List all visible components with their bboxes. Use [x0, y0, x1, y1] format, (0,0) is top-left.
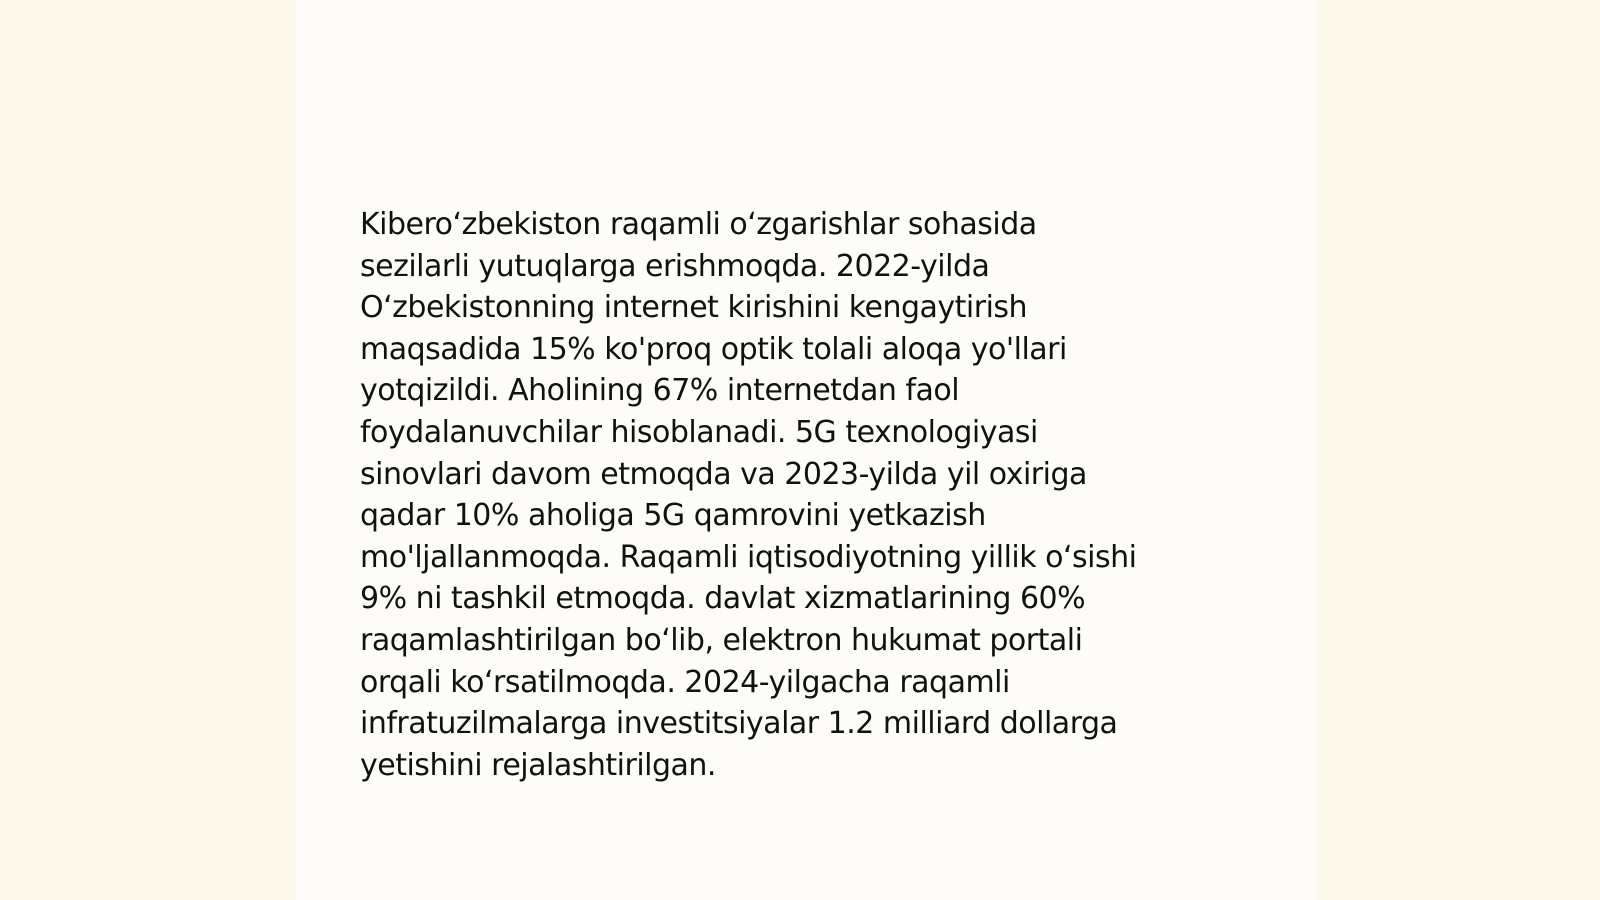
- body-paragraph: Kiberoʻzbekiston raqamli oʻzgarishlar sohasida sezilarli yutuqlarga erishmoqda. 2022-yilda Oʻzbekistonning internet kirishini kengaytirish maqsadida 15% ko'proq optik tolali aloqa yo'llari yotqizildi. Aholining 67% internetdan faol foydalanuvchilar hisoblanadi. 5G texnologiyasi sinovlari davom etmoqda va 2023-yilda yil oxiriga qadar 10% aholiga 5G qamrovini yetkazish mo'ljallanmoqda. Raqamli iqtisodiyotning yillik oʻsishi 9% ni tashkil etmoqda. davlat xizmatlarining 60% raqamlashtirilgan boʻlib, elektron hukumat portali orqali koʻrsatilmoqda. 2024-yilgacha raqamli infratuzilmalarga investitsiyalar 1.2 milliard dollarga yetishini rejalashtirilgan.: [360, 207, 1137, 783]
- document-page: [296, 0, 1316, 900]
